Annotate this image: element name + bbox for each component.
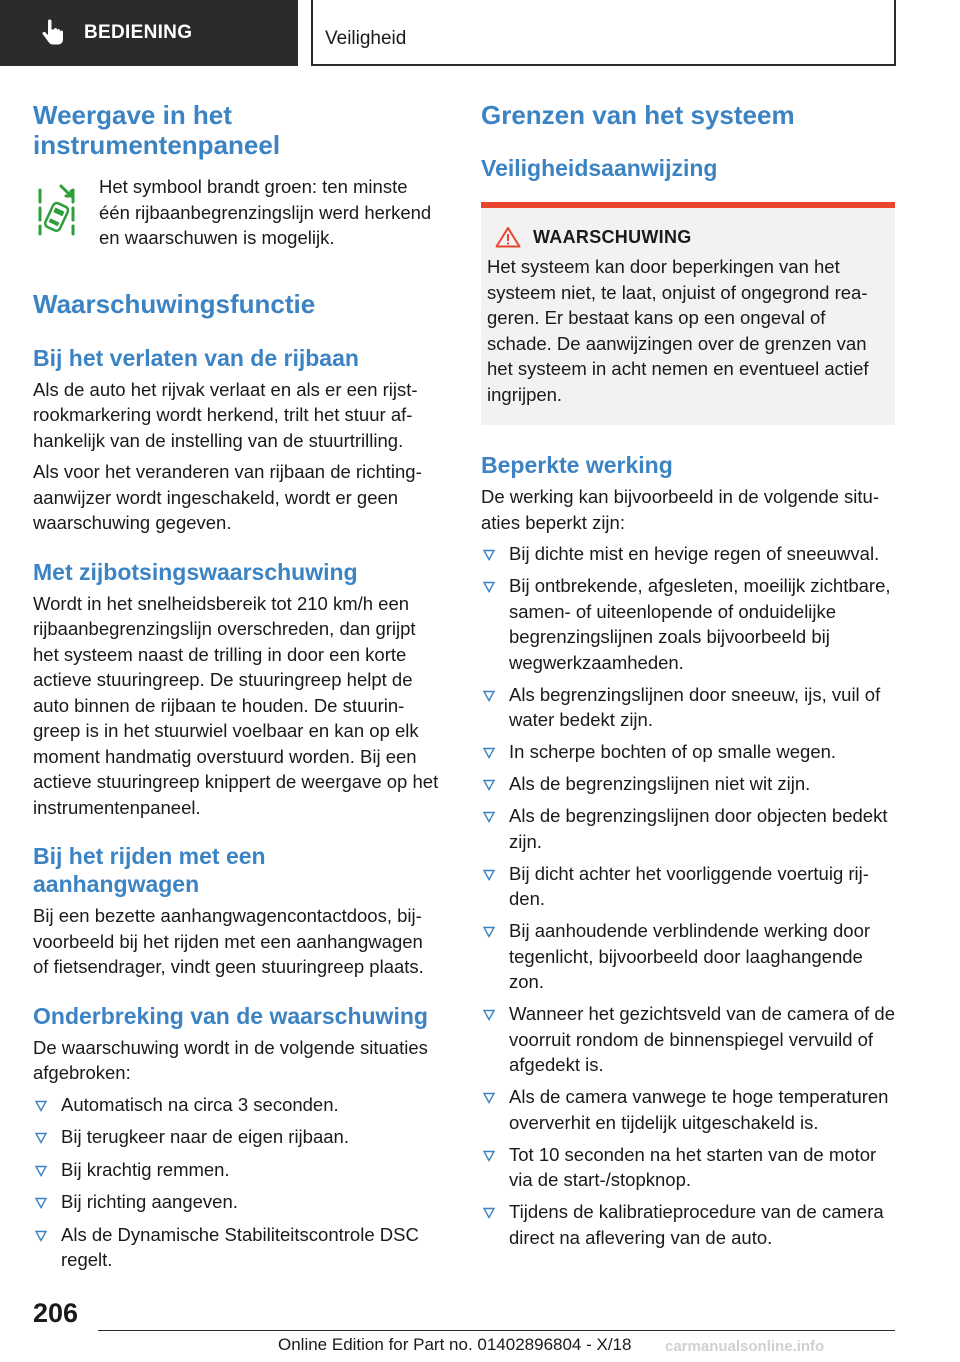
paragraph-collision-warning: Wordt in het snelheidsbereik tot 210 km/h een rijbaanbegrenzingslijn overschreden, dan grijpt het systeem naast de trilling in door een korte actieve stuuringreep. De stuuringreep helpt de auto binnen de rijbaan te houden. De stuuringreep is in het stuurwiel voelbaar en kan op elk moment handmatig overstuurd worden. Bij een actieve stuuringreep knippert de weergave op het instrumentenpaneel. [33, 592, 439, 818]
list-item: Tot 10 seconden na het starten van de motor via de start-/stopknop. [481, 1142, 895, 1193]
list-item: Bij ontbrekende, afgesleten, moeilijk zichtbare, samen- of uiteenlopende of onduidelijke begrenzingslijnen zoals bijvoorbeeld bij wegwerkzaamheden. [481, 573, 895, 675]
heading-limits: Grenzen van het systeem [481, 100, 795, 130]
page-number: 206 [33, 1298, 79, 1328]
bullet-triangle-icon [35, 1230, 47, 1242]
lane-departure-green-icon [33, 184, 79, 236]
warning-text: Het systeem kan door beperkingen van het systeem niet, te laat, onjuist of ongegrond reageren. Er bestaat kans op een ongeval of schade. De aanwijzingen over de grenzen van het systeem in acht nemen en eventueel actief ingrijpen. [487, 256, 869, 405]
warning-title: WAARSCHUWING [533, 226, 692, 247]
list-item: Bij aanhoudende verblindende werking door tegenlicht, bijvoorbeeld door laaghangende zon. [481, 918, 895, 995]
paragraph-leave-lane-2: Als voor het veranderen van rijbaan de richtingaanwijzer wordt ingeschakeld, wordt er geen waarschuwing gegeven. [33, 461, 422, 533]
heading-collision-warning: Met zijbotsingswaarschuwing [33, 558, 358, 585]
heading-display: Weergave in het instrumentenpaneel [33, 100, 281, 160]
bullet-triangle-icon [483, 1092, 495, 1104]
indicator-row [33, 174, 441, 251]
list-item: Bij terugkeer naar de eigen rijbaan. [33, 1124, 441, 1150]
bullet-triangle-icon [483, 581, 495, 593]
section-label: BEDIENING [84, 22, 193, 43]
paragraph-limited: De werking kan bijvoorbeeld in de volgende situaties beperkt zijn: [481, 486, 879, 533]
heading-leave-lane: Bij het verlaten van de rijbaan [33, 344, 359, 371]
list-item: Automatisch na circa 3 seconden. [33, 1092, 441, 1118]
chapter-title: Veiligheid [325, 28, 407, 49]
interrupt-list [33, 1092, 441, 1273]
chapter-box [311, 0, 896, 66]
paragraph-leave-lane-1: Als de auto het rijvak verlaat en als er een rijstrookmarkering wordt herkend, trilt het stuur afhankelijk van de instelling van de stuurtrilling. [33, 378, 418, 451]
bullet-triangle-icon [483, 690, 495, 702]
heading-interrupt: Onderbreking van de waarschuwing [33, 1002, 428, 1029]
warning-box [481, 202, 895, 425]
bullet-triangle-icon [483, 811, 495, 823]
list-item: Wanneer het gezichtsveld van de camera of de voorruit rondom de binnenspiegel vervuild of afgedekt is. [481, 1001, 895, 1078]
list-item: In scherpe bochten of op smalle wegen. [481, 739, 895, 765]
list-item: Als de begrenzingslijnen door objecten bedekt zijn. [481, 803, 895, 854]
bullet-triangle-icon [483, 1150, 495, 1162]
page-header [0, 0, 960, 66]
paragraph-trailer: Bij een bezette aanhangwagencontactdoos, bijvoorbeeld bij het rijden met een aanhangwagen of fietsendrager, vindt geen stuuringreep plaats. [33, 905, 424, 977]
hand-pointer-icon [38, 18, 68, 48]
bullet-triangle-icon [483, 926, 495, 938]
section-tab [0, 0, 298, 66]
paragraph-interrupt: De waarschuwing wordt in de volgende situaties afgebroken: [33, 1036, 428, 1083]
bullet-triangle-icon [483, 1207, 495, 1219]
footer-edition: Online Edition for Part no. 01402896804 - X/18 [278, 1335, 632, 1354]
bullet-triangle-icon [483, 549, 495, 561]
lane-departure-icon-container [33, 174, 99, 251]
bullet-triangle-icon [35, 1132, 47, 1144]
left-column [33, 100, 441, 1273]
bullet-triangle-icon [483, 779, 495, 791]
bullet-triangle-icon [35, 1100, 47, 1112]
heading-safety: Veiligheidsaanwijzing [481, 155, 718, 181]
list-item: Als de begrenzingslijnen niet wit zijn. [481, 771, 895, 797]
footer-divider [98, 1330, 895, 1331]
list-item: Bij richting aangeven. [33, 1189, 441, 1215]
limited-list [481, 541, 895, 1250]
watermark: carmanualsonline.info [665, 1338, 825, 1355]
bullet-triangle-icon [35, 1165, 47, 1177]
heading-trailer: Bij het rijden met een aanhangwagen [33, 843, 266, 897]
list-item: Bij dichte mist en hevige regen of sneeuwval. [481, 541, 895, 567]
warning-triangle-icon [495, 226, 521, 248]
warning-header [487, 226, 887, 248]
list-item: Als de camera vanwege te hoge temperaturen oververhit en tijdelijk uitgeschakeld is. [481, 1084, 895, 1135]
bullet-triangle-icon [483, 869, 495, 881]
list-item: Als begrenzingslijnen door sneeuw, ijs, vuil of water bedekt zijn. [481, 682, 895, 733]
heading-limited: Beperkte werking [481, 452, 673, 478]
list-item: Bij krachtig remmen. [33, 1157, 441, 1183]
indicator-description: Het symbool brandt groen: ten minste één rijbaanbegrenzingslijn werd herkend en waarschuwen is mogelijk. [99, 176, 432, 248]
right-column [481, 100, 895, 1250]
bullet-triangle-icon [483, 1009, 495, 1021]
bullet-triangle-icon [35, 1197, 47, 1209]
bullet-triangle-icon [483, 747, 495, 759]
heading-warning-function: Waarschuwingsfunctie [33, 288, 316, 319]
list-item: Tijdens de kalibratieprocedure van de camera direct na aflevering van de auto. [481, 1199, 895, 1250]
list-item: Bij dicht achter het voorliggende voertuig rijden. [481, 861, 895, 912]
list-item: Als de Dynamische Stabiliteitscontrole DSC regelt. [33, 1222, 441, 1273]
